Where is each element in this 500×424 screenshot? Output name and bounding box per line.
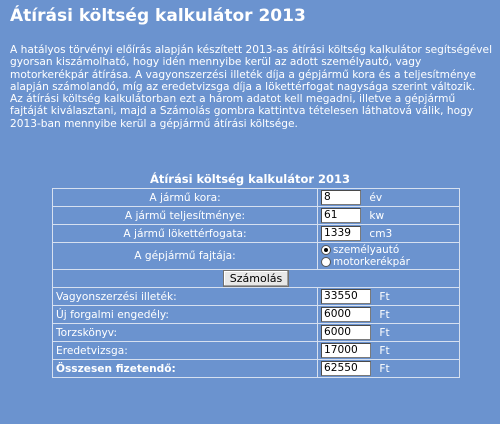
vehicle-type-option-car-label: személyautó	[333, 244, 400, 256]
logbook-label: Torzskönyv:	[53, 324, 318, 342]
intro-paragraph-1: A hatályos törvényi előírás alapján készített 2013-as átírási költség kalkulátor segítségével gyorsan kiszámolható, hogy idén mennyibe kerül az adott személyautó, vagy motorkerékpár átírása. A vagyonszerzési illeték díja a gépjármű kora és a teljesítménye alapján számolandó, míg az eredetvizsga díja a lökettérfogat nagysága szerint változik.	[10, 44, 493, 93]
intro-text	[10, 44, 492, 130]
age-label: A jármű kora:	[53, 189, 318, 207]
vehicle-type-option-motorcycle-label: motorkerékpár	[333, 256, 410, 268]
calculator-title: Átírási költség kalkulátor 2013	[149, 172, 351, 186]
displacement-label: A jármű lökettérfogata:	[53, 225, 318, 243]
row-age	[53, 189, 460, 207]
vehicle-type-option-motorcycle[interactable]	[321, 256, 456, 268]
radio-unselected-icon[interactable]	[321, 257, 331, 267]
logbook-unit: Ft	[379, 326, 390, 339]
registration-permit-unit: Ft	[379, 308, 390, 321]
row-power	[53, 207, 460, 225]
power-label: A jármű teljesítménye:	[53, 207, 318, 225]
row-registration-permit	[53, 306, 460, 324]
logbook-output[interactable]: 6000	[321, 325, 371, 340]
vehicle-type-option-car[interactable]	[321, 244, 456, 256]
origin-inspection-unit: Ft	[379, 344, 390, 357]
row-acquisition-duty	[53, 288, 460, 306]
row-logbook	[53, 324, 460, 342]
intro-paragraph-2: Az átírási költség kalkulátorban ezt a három adatot kell megadni, illetve a gépjármű fajtáját kiválasztani, majd a Számolás gombra kattintva tételesen láthatová válik, hogy 2013-ban mennyibe kerül a gépjármű átírási költsége.	[10, 93, 474, 130]
registration-permit-label: Új forgalmi engedély:	[53, 306, 318, 324]
acquisition-duty-unit: Ft	[379, 290, 390, 303]
total-output[interactable]: 62550	[321, 361, 371, 376]
row-total	[53, 360, 460, 378]
registration-permit-output[interactable]: 6000	[321, 307, 371, 322]
total-label: Összesen fizetendő:	[53, 360, 318, 378]
radio-selected-icon[interactable]	[321, 245, 331, 255]
power-input[interactable]: 61	[321, 208, 361, 223]
calculate-button[interactable]: Számolás	[223, 270, 289, 287]
row-origin-inspection	[53, 342, 460, 360]
displacement-input[interactable]: 1339	[321, 226, 361, 241]
acquisition-duty-output[interactable]: 33550	[321, 289, 371, 304]
row-displacement	[53, 225, 460, 243]
age-unit: év	[369, 191, 383, 204]
origin-inspection-output[interactable]: 17000	[321, 343, 371, 358]
total-unit: Ft	[379, 362, 390, 375]
page-title: Átírási költség kalkulátor 2013	[10, 6, 306, 26]
age-input[interactable]: 8	[321, 190, 361, 205]
row-vehicle-type	[53, 243, 460, 270]
power-unit: kw	[369, 209, 385, 222]
calculator-table	[52, 188, 460, 378]
origin-inspection-label: Eredetvizsga:	[53, 342, 318, 360]
acquisition-duty-label: Vagyonszerzési illeték:	[53, 288, 318, 306]
displacement-unit: cm3	[369, 227, 393, 240]
row-calculate	[53, 270, 460, 288]
vehicle-type-label: A gépjármű fajtája:	[53, 243, 318, 270]
